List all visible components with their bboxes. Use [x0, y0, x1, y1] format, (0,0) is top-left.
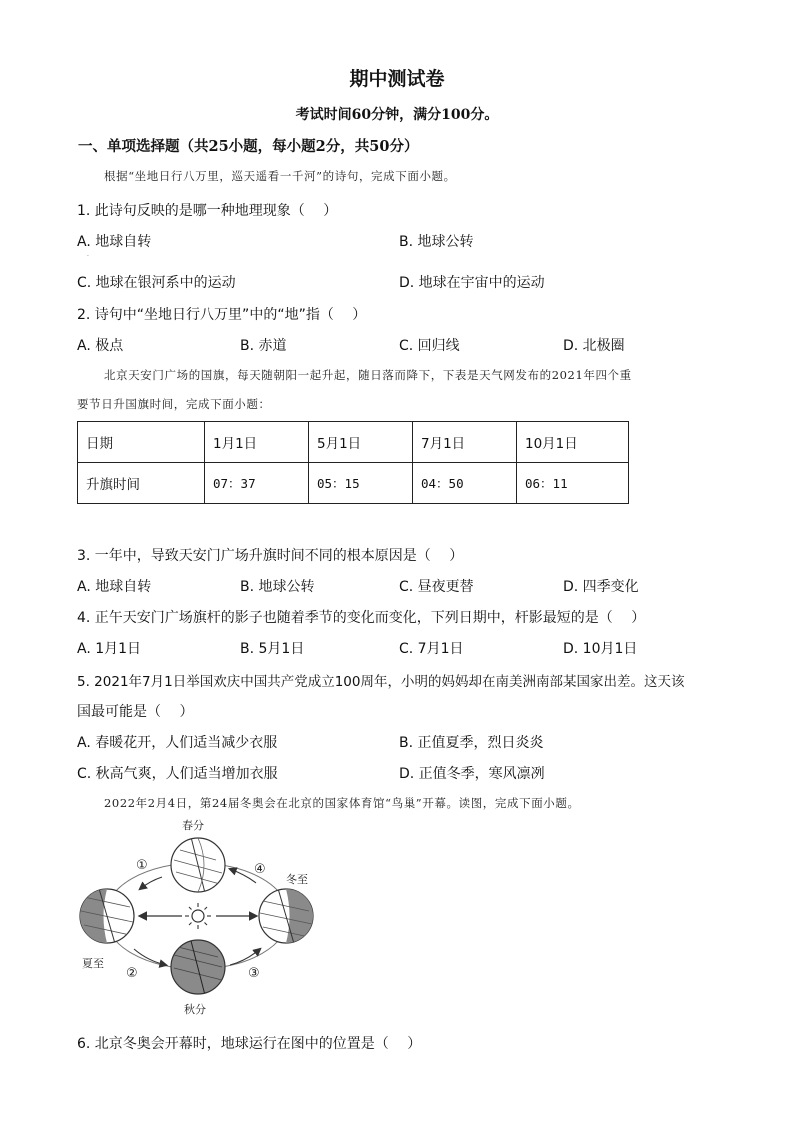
table-row — [78, 463, 629, 504]
table-cell: 5月1日 — [309, 422, 413, 463]
question-2: 2. 诗句中“坐地日行八万里”中的“地”指（ ） — [77, 307, 367, 323]
stray-dot: · — [87, 253, 89, 260]
question-6: 6. 北京冬奥会开幕时，地球运行在图中的位置是（ ） — [77, 1036, 422, 1052]
question-5-line-1: 5. 2021年7月1日举国欢庆中国共产党成立100周年，小明的妈妈却在南美洲南部某国家出差。这天该 — [77, 674, 685, 690]
label-position-2: ② — [126, 966, 138, 981]
earth-summer-solstice — [80, 885, 134, 947]
label-autumn-equinox: 秋分 — [184, 1003, 206, 1016]
question-4: 4. 正午天安门广场旗杆的影子也随着季节的变化而变化，下列日期中，杆影最短的是（ ） — [77, 610, 646, 626]
orbit-arrow-1 — [140, 877, 162, 889]
earth-orbit-diagram — [70, 815, 330, 1040]
q2-option-c: C. 回归线 — [399, 338, 460, 354]
q5-option-d: D. 正值冬季，寒风凛冽 — [399, 766, 545, 782]
q1-option-d: D. 地球在宇宙中的运动 — [399, 275, 545, 291]
label-position-3: ③ — [248, 966, 260, 981]
question-5-line-2: 国最可能是（ ） — [77, 704, 194, 720]
q5-option-c: C. 秋高气爽，人们适当增加衣服 — [77, 766, 278, 782]
table-cell: 10月1日 — [517, 422, 629, 463]
flag-raising-time-table — [77, 421, 629, 504]
intro-paragraph-3: 2022年2月4日，第24届冬奥会在北京的国家体育馆“鸟巢”开幕。读图，完成下面小题。 — [104, 796, 580, 810]
table-cell: 1月1日 — [205, 422, 309, 463]
q4-option-a: A. 1月1日 — [77, 641, 142, 657]
question-3: 3. 一年中，导致天安门广场升旗时间不同的根本原因是（ ） — [77, 548, 464, 564]
q2-option-d: D. 北极圈 — [563, 338, 625, 354]
q3-option-c: C. 昼夜更替 — [399, 579, 474, 595]
q4-option-d: D. 10月1日 — [563, 641, 638, 657]
q5-option-a: A. 春暖花开，人们适当减少衣服 — [77, 735, 278, 751]
q3-option-a: A. 地球自转 — [77, 579, 152, 595]
table-cell: 05：15 — [309, 463, 413, 504]
q3-option-b: B. 地球公转 — [240, 579, 315, 595]
sun-icon — [185, 903, 211, 929]
question-1: 1. 此诗句反映的是哪一种地理现象（ ） — [77, 203, 338, 219]
intro-paragraph-1: 根据“坐地日行八万里，巡天遥看一千河”的诗句，完成下面小题。 — [104, 169, 456, 183]
q4-option-b: B. 5月1日 — [240, 641, 305, 657]
q5-option-b: B. 正值夏季，烈日炎炎 — [399, 735, 544, 751]
label-position-4: ④ — [254, 862, 266, 877]
q2-option-a: A. 极点 — [77, 338, 124, 354]
table-cell: 日期 — [78, 422, 205, 463]
label-summer-solstice: 夏至 — [82, 957, 104, 970]
earth-spring-equinox — [171, 833, 225, 897]
table-header-row — [78, 422, 629, 463]
exam-title: 期中测试卷 — [349, 68, 445, 90]
exam-subtitle: 考试时间60分钟，满分100分。 — [295, 107, 499, 123]
q1-option-c: C. 地球在银河系中的运动 — [77, 275, 236, 291]
q1-option-b: B. 地球公转 — [399, 234, 474, 250]
q3-option-d: D. 四季变化 — [563, 579, 639, 595]
q4-option-c: C. 7月1日 — [399, 641, 464, 657]
q2-option-b: B. 赤道 — [240, 338, 287, 354]
table-cell: 07：37 — [205, 463, 309, 504]
table-cell: 升旗时间 — [78, 463, 205, 504]
table-cell: 7月1日 — [413, 422, 517, 463]
label-spring-equinox: 春分 — [182, 819, 204, 832]
table-cell: 06：11 — [517, 463, 629, 504]
label-winter-solstice: 冬至 — [286, 873, 308, 886]
label-position-1: ① — [136, 858, 148, 873]
table-cell: 04：50 — [413, 463, 517, 504]
intro-paragraph-2-line-2: 要节日升国旗时间，完成下面小题： — [77, 397, 271, 411]
section-heading: 一、单项选择题（共25小题，每小题2分，共50分） — [78, 138, 419, 155]
earth-autumn-equinox — [171, 937, 225, 999]
intro-paragraph-2-line-1: 北京天安门广场的国旗，每天随朝阳一起升起，随日落而降下，下表是天气网发布的2021年四个重 — [104, 368, 632, 382]
earth-winter-solstice — [259, 885, 313, 947]
q1-option-a: A. 地球自转 — [77, 234, 152, 250]
orbit-arrow-4 — [230, 869, 256, 883]
